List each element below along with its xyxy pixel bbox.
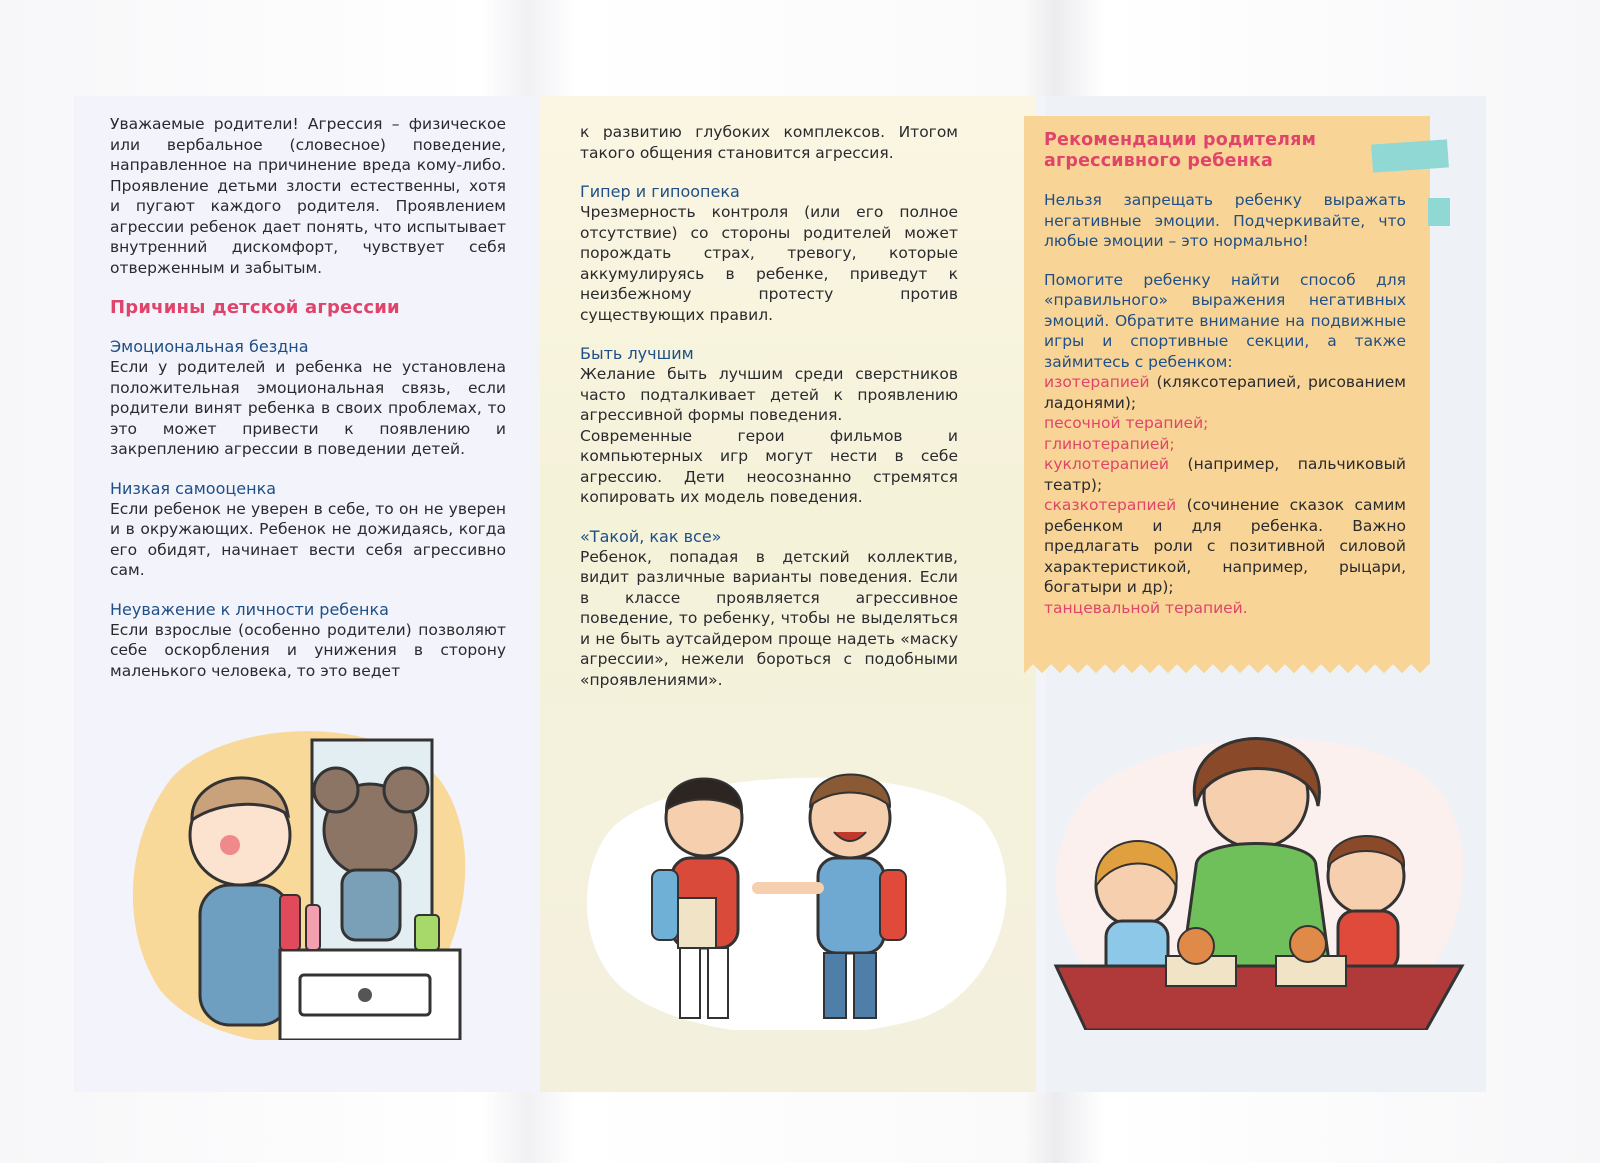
therapy-desc: (сочинение сказок самим ребенком и для ребенка. Важно предлагать роли с позитивной силовой характеристикой, например, рыцари, богатыри и др); bbox=[1044, 496, 1406, 596]
therapy-name: сказкотерапией bbox=[1044, 496, 1177, 514]
mother-children-clay-illustration bbox=[1046, 716, 1472, 1030]
therapy-name: изотерапией bbox=[1044, 373, 1150, 391]
recommendations-title: Рекомендации родителям агрессивного ребенка bbox=[1044, 130, 1317, 171]
therapy-item bbox=[1044, 495, 1406, 598]
item-title: Гипер и гипоопека bbox=[580, 182, 740, 201]
therapy-item bbox=[1044, 454, 1406, 495]
therapy-name: танцевальной терапией. bbox=[1044, 598, 1248, 617]
recommendation-lead: Помогите ребенку найти способ для «правильного» выражения негативных эмоций. bbox=[1044, 270, 1406, 330]
item-text: Чрезмерность контроля (или его полное отсутствие) со стороны родителей может порождать страх, тревогу, которые аккумулируясь в ребенке, приведут к неизбежному протесту против существующих правил. bbox=[580, 203, 958, 324]
item-title: Эмоциональная бездна bbox=[110, 337, 309, 356]
recommendation-paragraph: Нельзя запрещать ребенку выражать негативные эмоции. Подчеркивайте, что любые эмоции – это нормально! bbox=[1044, 191, 1406, 250]
item-text: Если ребенок не уверен в себе, то он не уверен и в окружающих. Ребенок не дожидаясь, когда его обидят, начинает вести себя агрессивно сам. bbox=[110, 499, 506, 579]
item-title: Низкая самооценка bbox=[110, 478, 277, 498]
middle-column bbox=[580, 122, 958, 690]
therapy-name: песочной терапией; bbox=[1044, 414, 1209, 432]
recommendation-paragraph bbox=[1044, 270, 1406, 373]
recommendation-rest: Обратите внимание на подвижные игры и спортивные секции, а также займитесь с ребенком: bbox=[1044, 311, 1406, 371]
therapy-desc: (например, пальчиковый театр); bbox=[1044, 455, 1406, 494]
intro-paragraph: Уважаемые родители! Агрессия – физическое или вербальное (словесное) поведение, направленное на причинение вреда кому-либо. Проявление детьми злости естественны, хотя и пугают каждого родителя. Проявлением агрессии ребенок дает понять, что испытывает внутренний дискомфорт, чувствует себя отверженным и забытым. bbox=[110, 115, 506, 277]
item-text: Если у родителей и ребенка не установлена положительная эмоциональная связь, если родители винят ребенка в своих проблемах, то это может привести к появлению и закреплению агрессии в поведении детей. bbox=[110, 358, 506, 458]
right-column bbox=[1044, 130, 1406, 618]
item-text-extra: Современные герои фильмов и компьютерных игр могут нести в себе агрессию. Дети неосознанно стремятся копировать их модель поведения. bbox=[580, 426, 958, 506]
two-boys-illustration bbox=[582, 758, 1014, 1030]
therapy-item bbox=[1044, 413, 1406, 434]
left-column bbox=[110, 114, 506, 681]
item-title: «Такой, как все» bbox=[580, 526, 722, 546]
decorative-tab bbox=[1428, 198, 1450, 226]
section-title-causes: Причины детской агрессии bbox=[110, 297, 400, 318]
item-text: Желание быть лучшим среди сверстников часто подталкивает детей к проявлению агрессивной формы поведения. bbox=[580, 365, 958, 424]
therapy-name: куклотерапией bbox=[1044, 455, 1170, 473]
therapy-item bbox=[1044, 372, 1406, 413]
item-title: Неуважение к личности ребенка bbox=[110, 599, 389, 619]
item-text: Ребенок, попадая в детский коллектив, видит различные варианты поведения. Если в классе проявляется агрессивное поведение, то ребенку, чтобы не выделяться и не быть аутсайдером проще надеть «маску агрессии», нежели бороться с подобными «проявлениями». bbox=[580, 547, 958, 689]
therapy-item bbox=[1044, 598, 1406, 619]
girl-mirror-illustration bbox=[130, 720, 470, 1040]
item-title: Быть лучшим bbox=[580, 344, 694, 363]
item-text: Если взрослые (особенно родители) позволяют себе оскорбления и унижения в сторону маленького человека, то это ведет bbox=[110, 620, 506, 680]
therapy-name: глинотерапией; bbox=[1044, 434, 1175, 453]
therapy-desc: (кляксотерапией, рисованием ладонями); bbox=[1044, 373, 1406, 412]
therapy-item bbox=[1044, 434, 1406, 455]
continuation-paragraph: к развитию глубоких комплексов. Итогом такого общения становится агрессия. bbox=[580, 123, 958, 162]
